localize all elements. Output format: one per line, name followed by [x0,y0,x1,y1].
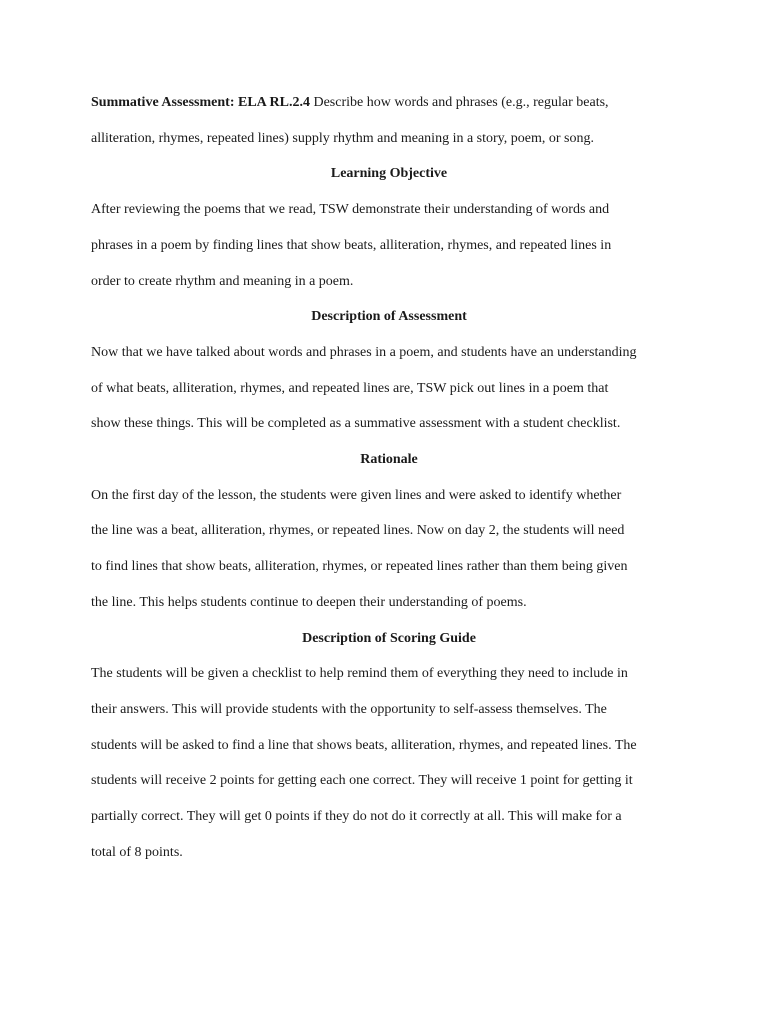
paragraph-line: students will be asked to find a line that shows beats, alliteration, rhymes, and repeated lines. The [91,737,637,753]
heading-rationale: Rationale [360,452,418,468]
intro-bold-label: Summative Assessment: ELA RL.2.4 [91,95,310,110]
heading-learning-objective: Learning Objective [330,166,448,182]
paragraph-description-of-scoring-guide [91,656,687,870]
paragraph-line: After reviewing the poems that we read, TSW demonstrate their understanding of words and [91,202,610,218]
heading-description-of-scoring-guide: Description of Scoring Guide [302,630,476,646]
document-body [91,85,687,870]
intro-line-1-text: Describe how words and phrases (e.g., regular beats, [309,95,609,110]
paragraph-line: total of 8 points. [91,844,183,860]
paragraph-line: their answers. This will provide students with the opportunity to self-assess themselves. The [91,701,607,717]
paragraph-line: students will receive 2 points for getting each one correct. They will receive 1 point for getting it [91,773,633,789]
paragraph-line: to find lines that show beats, alliteration, rhymes, or repeated lines rather than them being given [91,559,628,575]
paragraph-line: On the first day of the lesson, the students were given lines and were asked to identify whether [91,487,622,503]
paragraph-description-of-assessment [91,335,687,442]
paragraph-rationale [91,478,687,621]
paragraph-line: the line. This helps students continue to deepen their understanding of poems. [91,594,527,610]
paragraph-line: order to create rhythm and meaning in a poem. [91,273,354,289]
paragraph-line: the line was a beat, alliteration, rhymes, or repeated lines. Now on day 2, the students will need [91,523,625,539]
paragraph-line: phrases in a poem by finding lines that show beats, alliteration, rhymes, and repeated lines in [91,237,612,253]
paragraph-line: partially correct. They will get 0 points if they do not do it correctly at all. This will make for a [91,809,622,825]
intro-line-2: alliteration, rhymes, repeated lines) supply rhythm and meaning in a story, poem, or song. [91,130,594,146]
heading-description-of-assessment: Description of Assessment [311,309,467,325]
paragraph-line: show these things. This will be completed as a summative assessment with a student checklist. [91,416,621,432]
paragraph-line: Now that we have talked about words and phrases in a poem, and students have an understanding [91,344,637,360]
paragraph-learning-objective [91,192,687,299]
paragraph-line: of what beats, alliteration, rhymes, and repeated lines are, TSW pick out lines in a poem that [91,380,609,396]
paragraph-line: The students will be given a checklist to help remind them of everything they need to include in [91,666,628,682]
intro-paragraph [91,85,687,156]
intro-line-1 [91,85,687,121]
